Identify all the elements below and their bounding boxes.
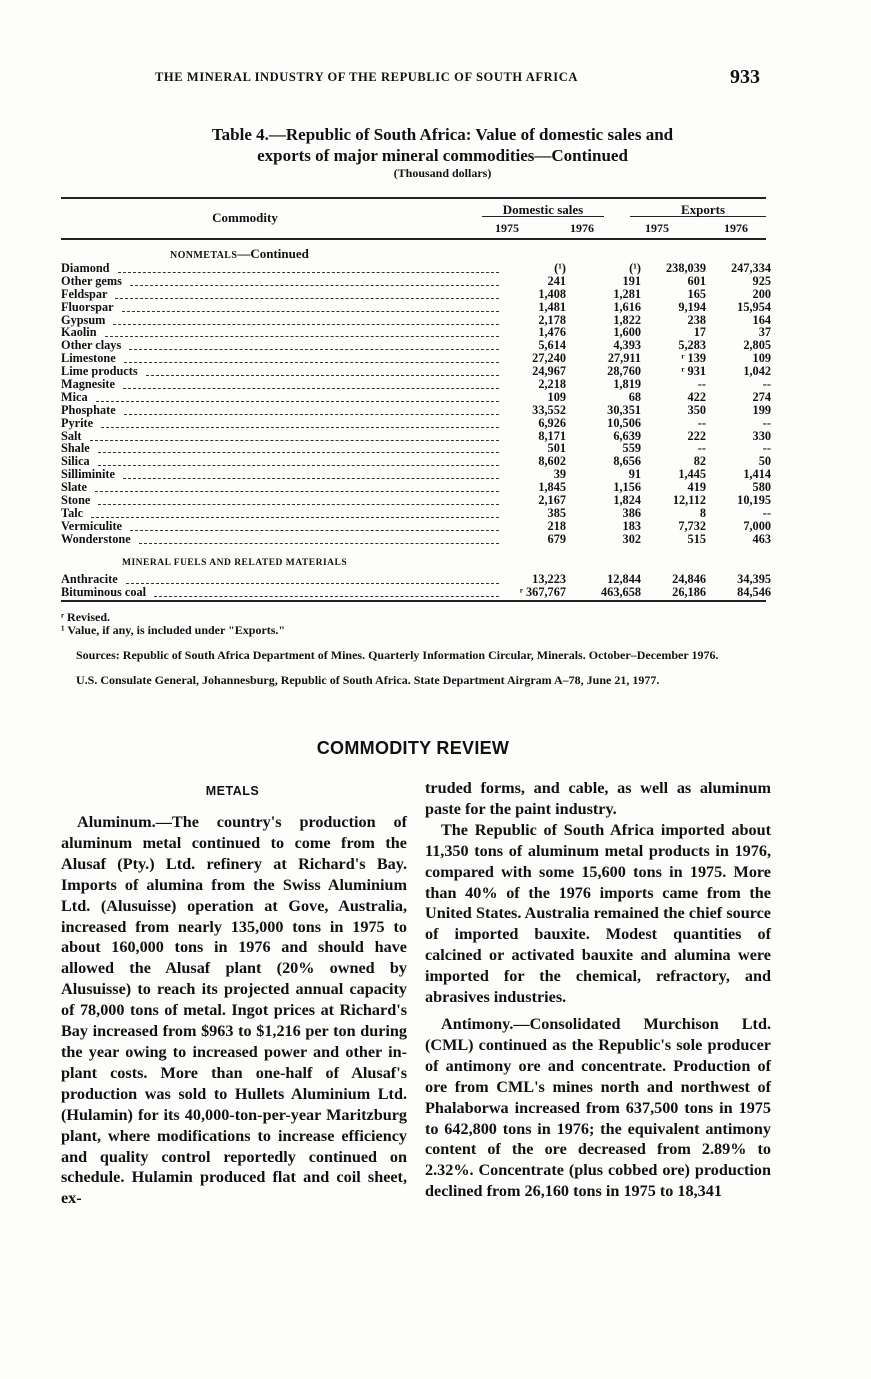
leader-dots xyxy=(129,339,499,350)
domestic-1975-value: 39 xyxy=(553,467,566,482)
exports-1975-value: -- xyxy=(697,441,706,456)
exports-1975-value: 12,112 xyxy=(672,493,706,508)
table-row xyxy=(61,586,771,599)
domestic-1976-value: 27,911 xyxy=(607,351,641,366)
table-row xyxy=(61,494,771,507)
exports-1976-value: 34,395 xyxy=(737,572,771,586)
table-row xyxy=(61,326,771,339)
exports-1976-value: 199 xyxy=(752,402,771,417)
leader-dots xyxy=(146,365,499,376)
domestic-1976-value: (¹) xyxy=(629,261,641,275)
domestic-1976-value: 1,822 xyxy=(613,312,641,327)
exports-1975-value: 222 xyxy=(687,428,706,443)
table-title-line-1: Table 4.—Republic of South Africa: Value of domestic sales and xyxy=(211,125,674,144)
exports-1976-value: 164 xyxy=(752,312,771,327)
table-row xyxy=(61,520,771,533)
source-note-2: U.S. Consulate General, Johannesburg, Republic of South Africa. State Department Airgram A–78, June 21, 1977. xyxy=(76,673,660,687)
exports-1976-value: 84,546 xyxy=(737,584,771,599)
table-row xyxy=(61,481,771,494)
exports-1976-value: -- xyxy=(762,441,771,456)
domestic-1976-value: 1,156 xyxy=(613,480,641,495)
table-title xyxy=(60,124,825,166)
exports-1975-value: 1,445 xyxy=(678,467,706,482)
exports-1975-value: 9,194 xyxy=(678,299,706,314)
table-row xyxy=(61,442,771,455)
exports-1976-value: 925 xyxy=(752,273,771,288)
exports-1976-value: 200 xyxy=(752,286,771,301)
source-note-1: Sources: Republic of South Africa Department of Mines. Quarterly Information Circular, Minerals. October–December 1976. xyxy=(76,648,719,662)
domestic-1976-value: 1,616 xyxy=(613,299,641,314)
section-nonmetals-label: NONMETALS xyxy=(170,250,238,261)
leader-dots xyxy=(95,481,499,492)
exports-1975-value: 238,039 xyxy=(666,261,706,275)
domestic-1975-value: 1,476 xyxy=(538,325,566,340)
domestic-1975-value: 2,178 xyxy=(538,312,566,327)
table-row xyxy=(61,573,771,586)
commodity-name: Other clays xyxy=(61,338,122,353)
table-row xyxy=(61,455,771,468)
exports-1975-value: ʳ 931 xyxy=(681,364,706,379)
domestic-1975-value: 679 xyxy=(547,531,566,546)
domestic-1976-value: 183 xyxy=(622,518,641,533)
antimony-text: —Consolidated Murchison Ltd. (CML) continued as the Republic's sole producer of antimony ore and concentrate. Production of ore from CML's mines north and northwest of Phalaborwa increased from 637,500 tons in 1975 to 642,800 tons in 1976; the equivalent antimony content of the ore decreased from 2.89% to 2.32%. Concentrate (plus cobbed ore) production declined from 26,160 tons in 1975 to 18,341 xyxy=(425,1014,771,1201)
domestic-1975-value: 27,240 xyxy=(532,351,566,366)
leader-dots xyxy=(123,468,499,479)
domestic-1976-value: 12,844 xyxy=(607,572,641,586)
commodity-name: Pyrite xyxy=(61,415,94,430)
exports-1975-value: 419 xyxy=(687,480,706,495)
exports-1975-value: -- xyxy=(697,377,706,392)
footnote-1: ¹ Value, if any, is included under "Exports." xyxy=(61,623,286,637)
table-row xyxy=(61,391,771,404)
table-row xyxy=(61,378,771,391)
exports-1976-value: 580 xyxy=(752,480,771,495)
leader-dots xyxy=(126,573,499,584)
exports-1975-value: 515 xyxy=(687,531,706,546)
domestic-1976-value: 1,600 xyxy=(613,325,641,340)
commodity-name: Feldspar xyxy=(61,286,108,301)
domestic-1975-value: 2,218 xyxy=(538,377,566,392)
aluminum-continuation: truded forms, and cable, as well as aluminum paste for the paint industry. xyxy=(425,779,771,818)
exports-1976-value: 247,334 xyxy=(731,261,771,275)
year-header-exports-1976: 1976 xyxy=(724,221,748,235)
commodity-name: Salt xyxy=(61,428,82,443)
exports-1975-value: 17 xyxy=(693,325,706,340)
footnote-revised: ʳ Revised. xyxy=(61,610,111,624)
domestic-1976-value: 191 xyxy=(622,273,641,288)
domestic-1976-value: 91 xyxy=(628,467,641,482)
commodity-name: Slate xyxy=(61,480,87,495)
domestic-1976-value: 1,824 xyxy=(613,493,641,508)
section-nonmetals xyxy=(170,246,309,262)
header-bottom-rule xyxy=(61,238,766,240)
commodity-name: Kaolin xyxy=(61,325,97,340)
antimony-lead: Antimony. xyxy=(441,1014,514,1033)
commodity-name: Gypsum xyxy=(61,312,106,327)
table-row xyxy=(61,365,771,378)
domestic-1975-value: 5,614 xyxy=(538,338,566,353)
domestic-1975-value: 2,167 xyxy=(538,493,566,508)
exports-1975-value: 8 xyxy=(699,505,706,520)
domestic-1976-value: 1,281 xyxy=(613,286,641,301)
leader-dots xyxy=(130,520,499,531)
domestic-1976-value: 463,658 xyxy=(601,584,641,599)
year-header-domestic-1975: 1975 xyxy=(495,221,519,235)
leader-dots xyxy=(101,417,499,428)
exports-1976-value: 10,195 xyxy=(737,493,771,508)
aluminum-lead: Aluminum. xyxy=(77,813,156,831)
commodity-name: Stone xyxy=(61,493,91,508)
year-header-exports-1975: 1975 xyxy=(645,221,669,235)
exports-header: Exports xyxy=(680,202,726,217)
leader-dots xyxy=(154,586,499,597)
commodity-name: Phosphate xyxy=(61,402,116,417)
exports-1976-value: 2,805 xyxy=(743,338,771,353)
exports-1975-value: 24,846 xyxy=(672,572,706,586)
domestic-1976-value: 8,656 xyxy=(613,454,641,469)
aluminum-text: —The country's production of aluminum metal continued to come from the Alusaf (Pty.) Ltd. refinery at Richard's Bay. Imports of alumina from the Swiss Aluminium Ltd. (Alusuisse) operation at Gove, Australia, increased from nearly 135,000 tons in 1975 to about 160,000 tons in 1976 and should have allowed the Alusaf plant (20% owned by Alusuisse) to reach its projected annual capacity of 78,000 tons of metal. Ingot prices at Richard's Bay increased from $963 to $1,216 per ton during the year owing to increased power and other in-plant costs. More than one-half of Alusaf's production was sold to Hullets Aluminium Ltd. (Hulamin) for its 40,000-ton-per-year Maritzburg plant, where modifications to increase efficiency and quality control reportedly continued on schedule. Hulamin produced flat and coil sheet, ex- xyxy=(61,813,407,1208)
exports-1976-value: 15,954 xyxy=(737,299,771,314)
commodity-name: Limestone xyxy=(61,351,116,366)
leader-dots xyxy=(105,326,499,337)
leader-dots xyxy=(139,533,499,544)
domestic-1975-value: 218 xyxy=(547,518,566,533)
domestic-1976-value: 28,760 xyxy=(607,364,641,379)
leader-dots xyxy=(113,314,499,325)
domestic-1975-value: 1,408 xyxy=(538,286,566,301)
domestic-1975-value: 385 xyxy=(547,505,566,520)
commodity-name: Mica xyxy=(61,389,88,404)
domestic-1976-value: 10,506 xyxy=(607,415,641,430)
domestic-1975-value: 501 xyxy=(547,441,566,456)
domestic-1976-value: 1,819 xyxy=(613,377,641,392)
table-row xyxy=(61,417,771,430)
table-row xyxy=(61,288,771,301)
exports-1976-value: 1,414 xyxy=(743,467,771,482)
aluminum-imports-paragraph: The Republic of South Africa imported about 11,350 tons of aluminum metal products in 1976, compared with some 15,600 tons in 1975. More than 40% of the 1976 imports came from the United States. Australia remained the chief source of imported bauxite. Modest quantities of calcined or activated bauxite and alumina were imported for the chemical, refractory, and abrasives industries. xyxy=(425,820,771,1007)
table-row xyxy=(61,262,771,275)
table-body-fuels xyxy=(61,573,771,599)
table-row xyxy=(61,339,771,352)
exports-1975-value: 165 xyxy=(687,286,706,301)
commodity-name: Vermiculite xyxy=(61,518,123,533)
exports-1976-value: 109 xyxy=(752,351,771,366)
exports-1976-value: 7,000 xyxy=(743,518,771,533)
commodity-name: Silica xyxy=(61,454,90,469)
table-top-rule xyxy=(61,197,766,199)
table-row xyxy=(61,275,771,288)
exports-1976-value: -- xyxy=(762,377,771,392)
commodity-name: Magnesite xyxy=(61,377,115,392)
section-fuels: MINERAL FUELS AND RELATED MATERIALS xyxy=(122,558,348,568)
exports-1976-value: 1,042 xyxy=(743,364,771,379)
commodity-name: Other gems xyxy=(61,273,122,288)
domestic-1975-value: 1,845 xyxy=(538,480,566,495)
leader-dots xyxy=(130,275,499,286)
table-row xyxy=(61,507,771,520)
table-row xyxy=(61,468,771,481)
exports-1975-value: 26,186 xyxy=(672,584,706,599)
domestic-1975-value: ʳ 367,767 xyxy=(519,584,566,599)
domestic-1976-value: 68 xyxy=(628,389,641,404)
exports-1976-value: 463 xyxy=(752,531,771,546)
domestic-1976-value: 559 xyxy=(622,441,641,456)
commodity-review-heading: COMMODITY REVIEW xyxy=(316,738,510,758)
domestic-1975-value: 8,171 xyxy=(538,428,566,443)
table-row xyxy=(61,352,771,365)
antimony-paragraph xyxy=(425,1014,771,1202)
exports-1975-value: 7,732 xyxy=(678,518,706,533)
table-row xyxy=(61,404,771,417)
exports-1975-value: 350 xyxy=(687,402,706,417)
domestic-1976-value: 30,351 xyxy=(607,402,641,417)
commodity-name: Bituminous coal xyxy=(61,584,147,599)
exports-1975-value: 5,283 xyxy=(678,338,706,353)
domestic-1975-value: 24,967 xyxy=(532,364,566,379)
commodity-name: Lime products xyxy=(61,364,138,379)
exports-1976-value: 330 xyxy=(752,428,771,443)
leader-dots xyxy=(90,430,499,441)
commodity-name: Silliminite xyxy=(61,467,115,482)
commodity-name: Diamond xyxy=(61,261,110,275)
year-header-domestic-1976: 1976 xyxy=(570,221,594,235)
page-number: 933 xyxy=(730,66,760,88)
exports-1976-value: -- xyxy=(762,415,771,430)
table-footnotes xyxy=(61,611,771,699)
running-head: THE MINERAL INDUSTRY OF THE REPUBLIC OF SOUTH AFRICA xyxy=(155,70,578,84)
exports-1975-value: ʳ 139 xyxy=(681,351,706,366)
leader-dots xyxy=(118,262,499,273)
left-column xyxy=(61,812,407,1209)
commodity-name: Anthracite xyxy=(61,572,118,586)
leader-dots xyxy=(115,288,499,299)
domestic-1975-value: (¹) xyxy=(554,261,566,275)
table-row xyxy=(61,301,771,314)
table-units: (Thousand dollars) xyxy=(393,166,492,180)
table-row xyxy=(61,314,771,327)
table-row xyxy=(61,430,771,443)
commodity-name: Wonderstone xyxy=(61,531,131,546)
leader-dots xyxy=(124,404,499,415)
section-nonmetals-continued: —Continued xyxy=(237,246,309,261)
exports-1975-value: 82 xyxy=(693,454,706,469)
exports-1975-value: 422 xyxy=(687,389,706,404)
exports-1975-value: 238 xyxy=(687,312,706,327)
domestic-1975-value: 13,223 xyxy=(532,572,566,586)
domestic-1975-value: 33,552 xyxy=(532,402,566,417)
exports-1976-value: 37 xyxy=(758,325,771,340)
aluminum-paragraph xyxy=(61,812,407,1209)
domestic-1976-value: 386 xyxy=(622,505,641,520)
exports-1976-value: 50 xyxy=(758,454,771,469)
domestic-1975-value: 109 xyxy=(547,389,566,404)
table-title-line-2: exports of major mineral commodities—Continued xyxy=(257,146,628,165)
metals-heading: METALS xyxy=(205,784,260,798)
commodity-column-header: Commodity xyxy=(212,210,278,225)
leader-dots xyxy=(122,301,499,312)
leader-dots xyxy=(96,391,499,402)
domestic-1976-value: 302 xyxy=(622,531,641,546)
domestic-1975-value: 8,602 xyxy=(538,454,566,469)
table-row xyxy=(61,533,771,546)
commodity-name: Talc xyxy=(61,505,84,520)
table-bottom-rule xyxy=(61,600,766,602)
domestic-1975-value: 241 xyxy=(547,273,566,288)
commodity-name: Fluorspar xyxy=(61,299,114,314)
leader-dots xyxy=(98,442,499,453)
leader-dots xyxy=(98,494,499,505)
table-body-nonmetals xyxy=(61,262,771,546)
exports-1976-value: -- xyxy=(762,505,771,520)
leader-dots xyxy=(124,352,499,363)
domestic-1975-value: 1,481 xyxy=(538,299,566,314)
domestic-1976-value: 4,393 xyxy=(613,338,641,353)
exports-1975-value: 601 xyxy=(687,273,706,288)
domestic-1975-value: 6,926 xyxy=(538,415,566,430)
leader-dots xyxy=(98,455,499,466)
leader-dots xyxy=(91,507,499,518)
right-column xyxy=(425,778,771,1202)
domestic-1976-value: 6,639 xyxy=(613,428,641,443)
leader-dots xyxy=(123,378,499,389)
exports-1975-value: -- xyxy=(697,415,706,430)
commodity-name: Shale xyxy=(61,441,90,456)
exports-1976-value: 274 xyxy=(752,389,771,404)
domestic-sales-header: Domestic sales xyxy=(502,202,584,217)
